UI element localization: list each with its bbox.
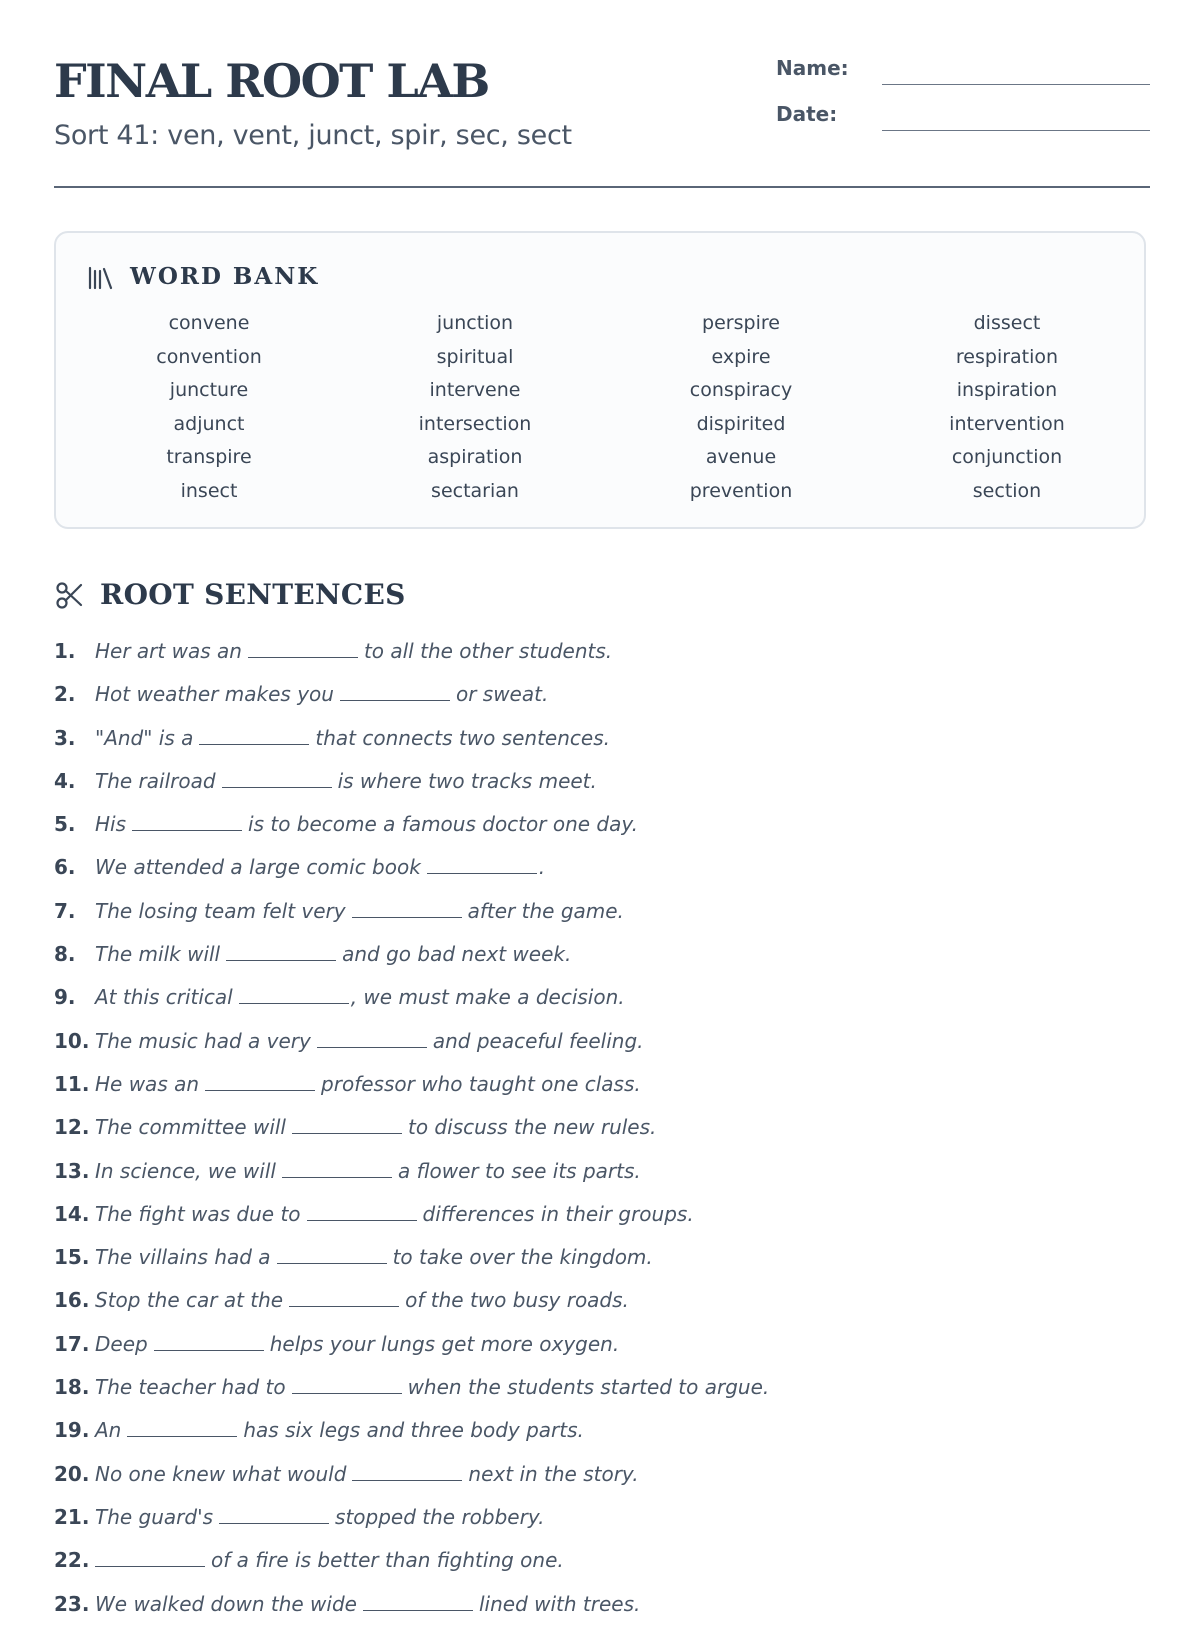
answer-blank[interactable] bbox=[340, 699, 450, 701]
sentence-text-before: Stop the car at the bbox=[95, 1288, 284, 1313]
word-bank-word: dissect bbox=[973, 312, 1041, 334]
answer-blank[interactable] bbox=[427, 872, 537, 874]
sentence-text-after: to take over the kingdom. bbox=[392, 1245, 653, 1270]
sentence-text-before: The music had a very bbox=[95, 1028, 311, 1053]
sentence-number: 15. bbox=[54, 1245, 90, 1270]
word-bank-word: intervene bbox=[429, 379, 521, 401]
sentence-number: 2. bbox=[54, 682, 76, 707]
sentence-text-before: At this critical bbox=[95, 985, 233, 1010]
sentence-text-before: No one knew what would bbox=[95, 1461, 347, 1486]
answer-blank[interactable] bbox=[222, 786, 332, 788]
scissors-icon bbox=[54, 580, 84, 610]
sentence-text-before: He was an bbox=[95, 1071, 200, 1096]
answer-blank[interactable] bbox=[95, 1565, 205, 1567]
name-line[interactable] bbox=[882, 84, 1150, 85]
sentence-text-after: lined with trees. bbox=[478, 1591, 641, 1616]
answer-blank[interactable] bbox=[199, 743, 309, 745]
answer-blank[interactable] bbox=[219, 1522, 329, 1524]
sentence-text-after: is to become a famous doctor one day. bbox=[248, 812, 638, 837]
word-bank-word: insect bbox=[180, 479, 238, 502]
sentence-text-before: We attended a large comic book bbox=[95, 855, 421, 880]
page-subtitle: Sort 41: ven, vent, junct, spir, sec, sect bbox=[54, 120, 572, 151]
sentence-item bbox=[54, 1366, 1154, 1409]
word-bank-word: dispirited bbox=[696, 412, 786, 435]
answer-blank[interactable] bbox=[205, 1089, 315, 1091]
answer-blank[interactable] bbox=[289, 1305, 399, 1307]
sentence-item bbox=[54, 717, 1154, 760]
sentence-item bbox=[54, 1323, 1154, 1366]
date-field[interactable] bbox=[776, 102, 1150, 132]
sentence-text-after: has six legs and three body parts. bbox=[243, 1418, 584, 1443]
word-bank-word: convene bbox=[168, 312, 250, 334]
sentence-text-after: differences in their groups. bbox=[422, 1201, 694, 1226]
sentence-item bbox=[54, 1583, 1154, 1626]
sentence-text-after: that connects two sentences. bbox=[315, 725, 610, 750]
answer-blank[interactable] bbox=[127, 1435, 237, 1437]
sentence-number: 8. bbox=[54, 942, 76, 967]
sentence-item bbox=[54, 976, 1154, 1019]
sentence-item bbox=[54, 630, 1154, 673]
sentence-text-after: and go bad next week. bbox=[342, 942, 572, 967]
word-bank-word: transpire bbox=[166, 446, 252, 468]
sentence-number: 4. bbox=[54, 768, 76, 793]
sentence-text-before: The committee will bbox=[95, 1115, 286, 1140]
sentence-text-before: Hot weather makes you bbox=[95, 682, 334, 707]
sentence-text-before: The milk will bbox=[95, 942, 221, 967]
answer-blank[interactable] bbox=[132, 829, 242, 831]
sentence-number: 12. bbox=[54, 1115, 90, 1140]
sentence-item bbox=[54, 1496, 1154, 1539]
word-bank-word: junction bbox=[436, 312, 514, 334]
sentence-text-before: The fight was due to bbox=[95, 1201, 301, 1226]
answer-blank[interactable] bbox=[277, 1262, 387, 1264]
sentence-item bbox=[54, 1279, 1154, 1322]
name-field[interactable] bbox=[776, 56, 1150, 86]
sentence-number: 1. bbox=[54, 639, 76, 663]
word-bank-word: intersection bbox=[418, 412, 532, 435]
sentence-item bbox=[54, 1106, 1154, 1149]
word-bank-word: inspiration bbox=[956, 379, 1058, 401]
sentence-item bbox=[54, 760, 1154, 803]
sentence-item bbox=[54, 1409, 1154, 1452]
sentence-text-after: to all the other students. bbox=[363, 639, 613, 663]
sentence-item bbox=[54, 1063, 1154, 1106]
sentence-number: 14. bbox=[54, 1201, 90, 1226]
word-bank-word: prevention bbox=[689, 479, 793, 502]
answer-blank[interactable] bbox=[352, 916, 462, 918]
sentence-text-after: of a fire is better than fighting one. bbox=[211, 1548, 564, 1573]
sentence-number: 13. bbox=[54, 1158, 90, 1183]
books-icon bbox=[86, 263, 114, 291]
sentence-number: 11. bbox=[54, 1071, 90, 1096]
word-bank-word: spiritual bbox=[436, 345, 514, 368]
word-bank-word: respiration bbox=[955, 345, 1059, 368]
sentence-number: 9. bbox=[54, 985, 76, 1010]
sentence-number: 7. bbox=[54, 898, 76, 923]
sentence-text-after: of the two busy roads. bbox=[405, 1288, 629, 1313]
date-line[interactable] bbox=[882, 130, 1150, 131]
word-bank bbox=[54, 231, 1146, 529]
date-label: Date: bbox=[776, 102, 838, 126]
word-bank-word: intervention bbox=[949, 412, 1065, 435]
word-bank-word: convention bbox=[156, 345, 262, 368]
sentence-text-before: Deep bbox=[95, 1331, 148, 1356]
word-bank-word: expire bbox=[711, 345, 771, 368]
sentence-text-before: Her art was an bbox=[95, 639, 242, 663]
answer-blank[interactable] bbox=[363, 1609, 473, 1611]
answer-blank[interactable] bbox=[226, 959, 336, 961]
answer-blank[interactable] bbox=[292, 1392, 402, 1394]
word-bank-word: aspiration bbox=[427, 446, 523, 468]
sentence-number: 6. bbox=[54, 855, 76, 880]
sentence-number: 10. bbox=[54, 1028, 90, 1053]
sentence-text-before: "And" is a bbox=[95, 725, 194, 750]
answer-blank[interactable] bbox=[239, 1002, 349, 1004]
sentence-text-after: next in the story. bbox=[468, 1461, 639, 1486]
sentence-item bbox=[54, 1193, 1154, 1236]
answer-blank[interactable] bbox=[248, 656, 358, 658]
sentence-item bbox=[54, 1020, 1154, 1063]
sentence-text-before: The losing team felt very bbox=[95, 898, 346, 923]
answer-blank[interactable] bbox=[352, 1479, 462, 1481]
sentence-text-before: His bbox=[95, 812, 127, 837]
answer-blank[interactable] bbox=[307, 1219, 417, 1221]
word-bank-word: adjunct bbox=[173, 412, 245, 435]
sentence-number: 20. bbox=[54, 1461, 90, 1486]
sentence-text-after: a flower to see its parts. bbox=[397, 1158, 641, 1183]
sentence-number: 3. bbox=[54, 725, 76, 750]
sentence-text-before: The teacher had to bbox=[95, 1375, 286, 1400]
answer-blank[interactable] bbox=[317, 1046, 427, 1048]
sentence-text-after: after the game. bbox=[467, 898, 624, 923]
page-title: FINAL ROOT LAB bbox=[54, 54, 489, 108]
sentence-text-before: In science, we will bbox=[95, 1158, 276, 1183]
sentence-item bbox=[54, 1236, 1154, 1279]
sentence-number: 21. bbox=[54, 1504, 90, 1529]
sentence-number: 22. bbox=[54, 1548, 90, 1573]
sentence-item bbox=[54, 1539, 1154, 1582]
sentence-text-after: or sweat. bbox=[455, 682, 549, 707]
sentence-item bbox=[54, 803, 1154, 846]
root-sentences-title: ROOT SENTENCES bbox=[100, 578, 406, 611]
word-bank-word: sectarian bbox=[431, 479, 519, 502]
sentence-item bbox=[54, 1453, 1154, 1496]
word-bank-word: section bbox=[972, 479, 1042, 502]
sentence-text-after: when the students started to argue. bbox=[407, 1375, 770, 1400]
name-label: Name: bbox=[776, 56, 849, 80]
sentence-list bbox=[54, 630, 1154, 1626]
sentence-item bbox=[54, 890, 1154, 933]
sentence-text-before: We walked down the wide bbox=[95, 1591, 357, 1616]
word-bank-word: conjunction bbox=[951, 446, 1063, 468]
sentence-text-before: The guard's bbox=[95, 1504, 214, 1529]
sentence-text-after: and peaceful feeling. bbox=[432, 1028, 644, 1053]
header-divider bbox=[54, 186, 1150, 188]
answer-blank[interactable] bbox=[282, 1176, 392, 1178]
answer-blank[interactable] bbox=[154, 1349, 264, 1351]
word-bank-title: WORD BANK bbox=[130, 263, 320, 290]
word-bank-word: perspire bbox=[702, 312, 780, 334]
sentence-number: 17. bbox=[54, 1331, 90, 1356]
sentence-number: 19. bbox=[54, 1418, 90, 1443]
sentence-text-after: . bbox=[538, 855, 546, 880]
sentence-item bbox=[54, 673, 1154, 716]
sentence-text-after: , we must make a decision. bbox=[350, 985, 625, 1010]
sentence-text-after: stopped the robbery. bbox=[335, 1504, 545, 1529]
sentence-item bbox=[54, 846, 1154, 889]
sentence-text-before: The railroad bbox=[95, 768, 216, 793]
sentence-text-before: An bbox=[95, 1418, 122, 1443]
word-bank-word: conspiracy bbox=[689, 379, 793, 401]
sentence-number: 18. bbox=[54, 1375, 90, 1400]
sentence-text-after: is where two tracks meet. bbox=[337, 768, 597, 793]
word-bank-word: avenue bbox=[705, 446, 777, 468]
sentence-item bbox=[54, 933, 1154, 976]
word-bank-grid bbox=[76, 307, 1140, 508]
sentence-number: 16. bbox=[54, 1288, 90, 1313]
sentence-number: 5. bbox=[54, 812, 76, 837]
sentence-text-after: to discuss the new rules. bbox=[408, 1115, 657, 1140]
answer-blank[interactable] bbox=[292, 1132, 402, 1134]
sentence-number: 23. bbox=[54, 1591, 90, 1616]
sentence-text-after: helps your lungs get more oxygen. bbox=[269, 1331, 620, 1356]
word-bank-word: juncture bbox=[169, 379, 249, 401]
sentence-item bbox=[54, 1150, 1154, 1193]
sentence-text-before: The villains had a bbox=[95, 1245, 271, 1270]
sentence-text-after: professor who taught one class. bbox=[321, 1071, 641, 1096]
